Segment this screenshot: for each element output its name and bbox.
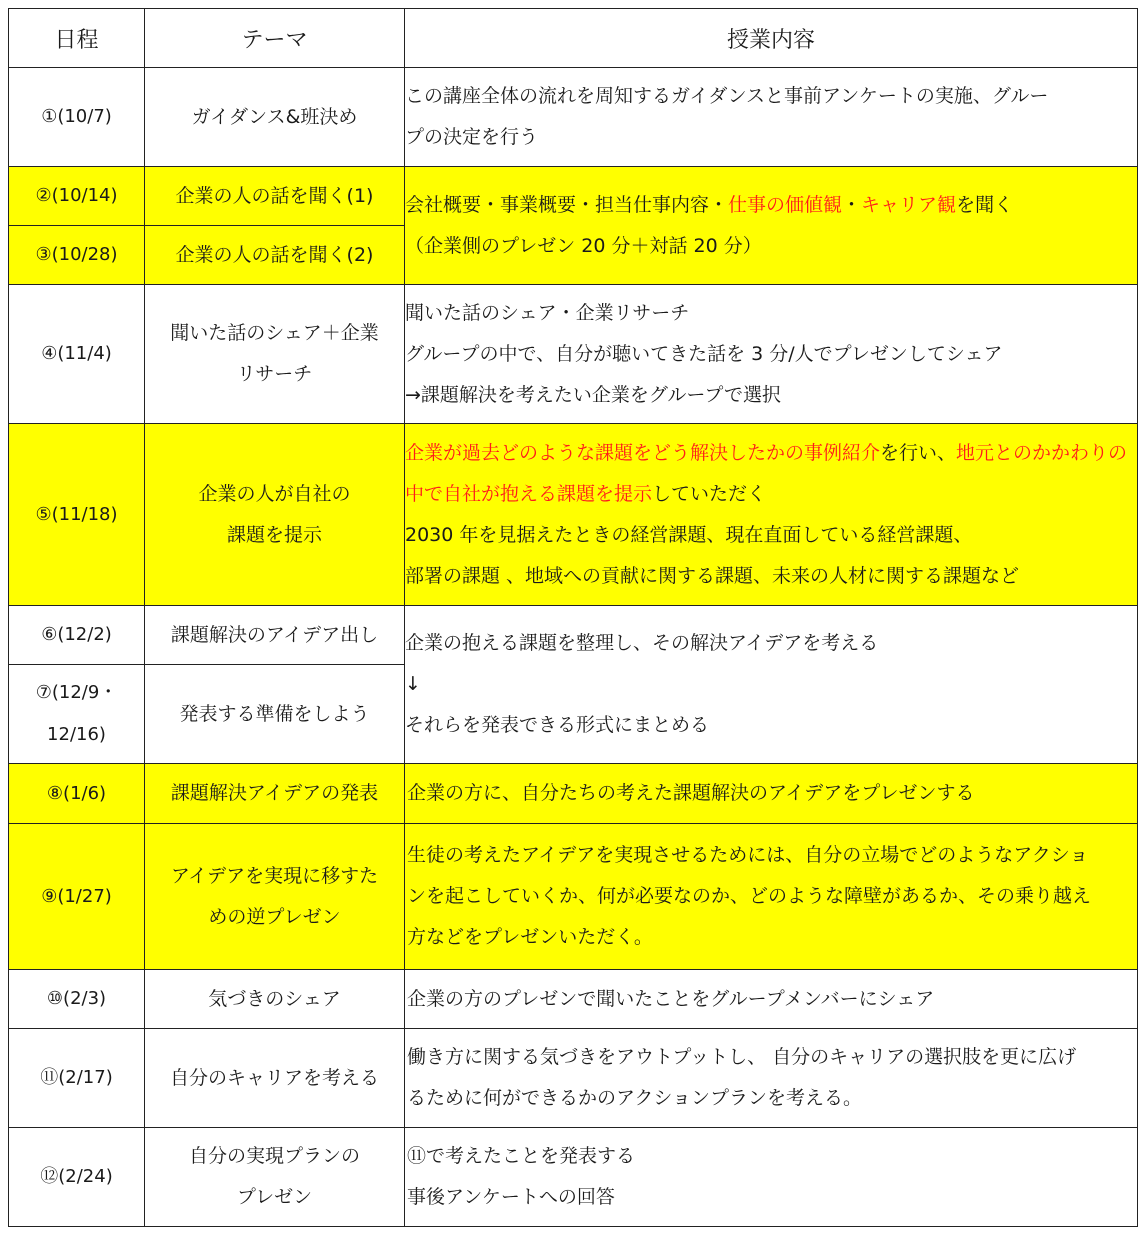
- date-line: 12/16): [47, 724, 106, 745]
- theme-cell: [145, 285, 405, 424]
- date-cell: ⑩(2/3): [9, 970, 145, 1029]
- content-cell: [405, 1128, 1138, 1227]
- theme-line: 企業の人が自社の: [198, 482, 351, 505]
- emphasis-text: 地元とのかかわりの中で自社が抱える課題を提示: [405, 441, 1128, 505]
- table-row: [9, 1128, 1138, 1227]
- content-text: を行い、: [880, 441, 957, 464]
- content-line: （企業側のプレゼン 20 分＋対話 20 分）: [405, 234, 762, 257]
- content-text: 会社概要・事業概要・担当仕事内容・: [405, 193, 729, 216]
- table-row: [9, 606, 1138, 665]
- content-cell: [405, 824, 1138, 970]
- theme-cell: [145, 824, 405, 970]
- theme-cell: ガイダンス&班決め: [145, 68, 405, 167]
- content-line: るために何ができるかのアクションプランを考える。: [407, 1087, 863, 1109]
- theme-cell: 企業の人の話を聞く(2): [145, 226, 405, 285]
- date-cell: ③(10/28): [9, 226, 145, 285]
- theme-cell: 企業の人の話を聞く(1): [145, 167, 405, 226]
- content-cell: [405, 764, 1138, 824]
- content-line: 生徒の考えたアイデアを実現させるためには、自分の立場でどのようなアクショ: [407, 844, 1089, 866]
- emphasis-text: キャリア観: [861, 193, 957, 216]
- content-line: 聞いた話のシェア・企業リサーチ: [405, 301, 690, 324]
- content-line: 企業の方のプレゼンで聞いたことをグループメンバーにシェア: [407, 987, 935, 1010]
- content-line: 方などをプレゼンいただく。: [407, 926, 653, 948]
- theme-line: 自分の実現プランの: [188, 1145, 360, 1167]
- date-cell: ⑨(1/27): [9, 824, 145, 970]
- theme-cell: [145, 1128, 405, 1227]
- content-line: ⑪で考えたことを発表する: [407, 1145, 636, 1167]
- date-cell: ①(10/7): [9, 68, 145, 167]
- theme-line: 聞いた話のシェア＋企業: [170, 322, 379, 344]
- content-line: 事後アンケートへの回答: [407, 1186, 615, 1208]
- header-theme: テーマ: [145, 9, 405, 68]
- table-row: [9, 285, 1138, 424]
- schedule-table: [8, 8, 1138, 1227]
- date-line: ⑦(12/9・: [35, 682, 118, 703]
- header-row: [9, 9, 1138, 68]
- content-cell: [405, 1029, 1138, 1128]
- content-cell: [405, 424, 1138, 606]
- content-cell: [405, 285, 1138, 424]
- content-line: 企業の方に、自分たちの考えた課題解決のアイデアをプレゼンする: [407, 782, 975, 804]
- content-cell: [405, 167, 1138, 285]
- table-row: [9, 1029, 1138, 1128]
- content-line: ンを起こしていくか、何が必要なのか、どのような障壁があるか、その乗り越え: [407, 885, 1092, 907]
- date-cell: ⑤(11/18): [9, 424, 145, 606]
- theme-line: プレゼン: [236, 1186, 313, 1208]
- content-line: 部署の課題 、地域への貢献に関する課題、未来の人材に関する課題など: [405, 564, 1020, 587]
- table-row: [9, 970, 1138, 1029]
- content-text: を聞く: [956, 193, 1014, 216]
- content-text: ・: [842, 193, 862, 216]
- content-line: [405, 185, 1137, 226]
- header-content: 授業内容: [405, 9, 1138, 68]
- emphasis-text: 仕事の価値観: [728, 193, 843, 216]
- content-line: →課題解決を考えたい企業をグループで選択: [405, 383, 781, 406]
- content-line: 2030 年を見据えたときの経営課題、現在直面している経営課題、: [405, 523, 973, 546]
- emphasis-text: 企業が過去どのような課題をどう解決したかの事例紹介: [405, 441, 881, 464]
- content-line: 企業の抱える課題を整理し、その解決アイデアを考える: [405, 632, 879, 654]
- header-date: 日程: [9, 9, 145, 68]
- theme-line: 課題を提示: [226, 523, 322, 546]
- date-cell: ⑥(12/2): [9, 606, 145, 665]
- date-cell: ②(10/14): [9, 167, 145, 226]
- content-line: プの決定を行う: [405, 126, 539, 148]
- content-line: 働き方に関する気づきをアウトプットし、 自分のキャリアの選択肢を更に広げ: [407, 1046, 1077, 1068]
- date-cell: ⑪(2/17): [9, 1029, 145, 1128]
- theme-line: アイデアを実現に移すた: [170, 864, 379, 887]
- date-cell: ⑧(1/6): [9, 764, 145, 824]
- content-cell: [405, 606, 1138, 764]
- theme-cell: 課題解決アイデアの発表: [145, 764, 405, 824]
- content-paragraph: [405, 433, 1137, 515]
- theme-cell: 発表する準備をしよう: [145, 665, 405, 764]
- theme-cell: 自分のキャリアを考える: [145, 1029, 405, 1128]
- theme-cell: [145, 424, 405, 606]
- theme-cell: 気づきのシェア: [145, 970, 405, 1029]
- content-line: この講座全体の流れを周知するガイダンスと事前アンケートの実施、グルー: [405, 85, 1049, 107]
- theme-cell: 課題解決のアイデア出し: [145, 606, 405, 665]
- table-row: [9, 764, 1138, 824]
- date-cell: [9, 665, 145, 764]
- content-line: グループの中で、自分が聴いてきた話を 3 分/人でプレゼンしてシェア: [405, 342, 1003, 365]
- table-row: [9, 68, 1138, 167]
- content-cell: [405, 68, 1138, 167]
- content-text: していただく: [652, 482, 767, 505]
- content-line: それらを発表できる形式にまとめる: [405, 714, 710, 736]
- date-cell: ④(11/4): [9, 285, 145, 424]
- table-row: [9, 167, 1138, 226]
- theme-line: めの逆プレゼン: [208, 905, 341, 928]
- date-cell: ⑫(2/24): [9, 1128, 145, 1227]
- content-cell: [405, 970, 1138, 1029]
- theme-line: リサーチ: [236, 363, 313, 385]
- content-line: ↓: [405, 673, 421, 695]
- table-row: [9, 824, 1138, 970]
- table-row: [9, 424, 1138, 606]
